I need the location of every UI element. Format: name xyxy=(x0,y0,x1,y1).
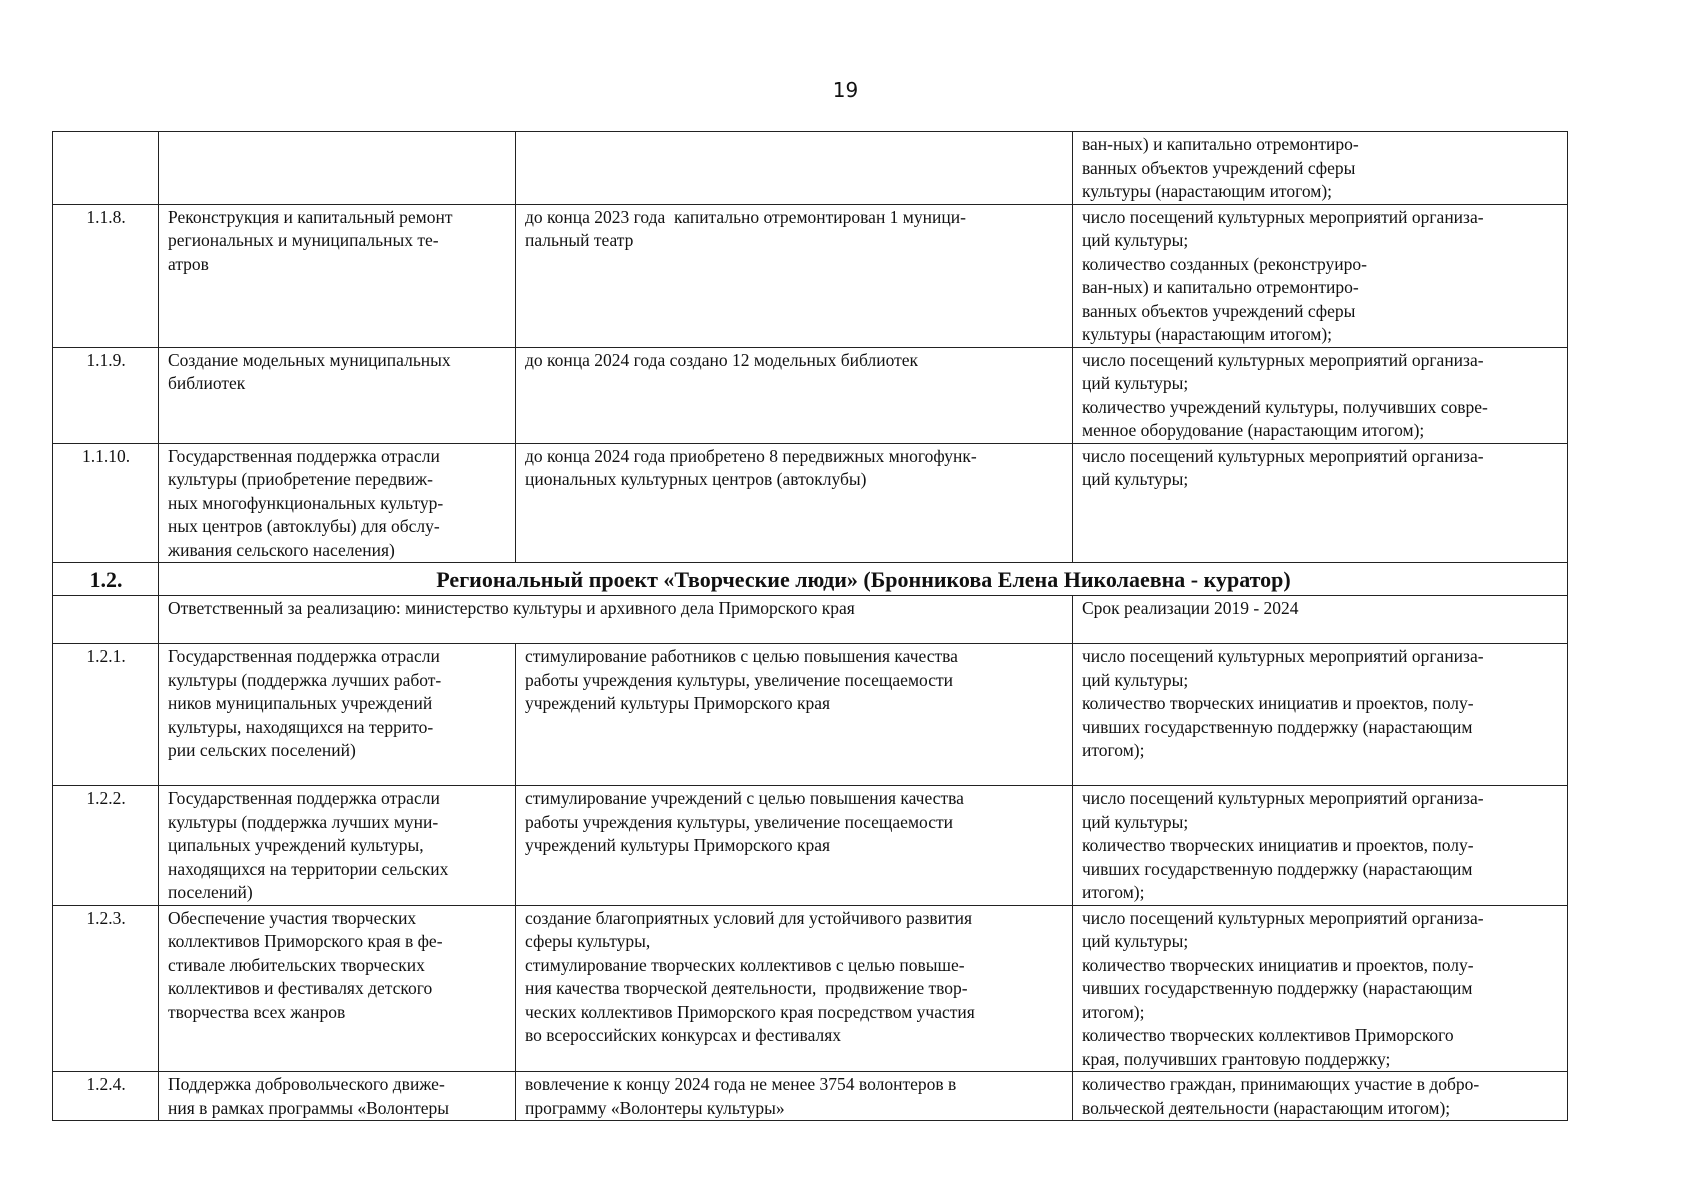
event-cell-line: творчества всех жанров xyxy=(168,1001,346,1022)
event-cell-line: находящихся на территории сельских xyxy=(168,858,449,879)
indicators-cell-line: ций культуры; xyxy=(1082,811,1189,832)
event-cell xyxy=(159,204,516,347)
result-cell-line: до конца 2024 года создано 12 модельных библиотек xyxy=(525,349,919,370)
indicators-cell-line: вольческой деятельности (нарастающим итогом); xyxy=(1082,1097,1451,1118)
event-cell xyxy=(159,1072,516,1121)
indicators-cell-line: культуры (нарастающим итогом); xyxy=(1082,324,1333,344)
event-cell xyxy=(159,905,516,1072)
result-cell xyxy=(516,347,1073,443)
result-cell-line: до конца 2024 года приобретено 8 передвижных многофунк- xyxy=(525,445,977,466)
result-cell-line: стимулирование работников с целью повышения качества xyxy=(525,646,958,666)
result-cell-line: вовлечение к концу 2024 года не менее 3754 волонтеров в xyxy=(525,1074,957,1094)
project-title: Региональный проект «Творческие люди» (Бронникова Елена Николаевна - куратор) xyxy=(159,563,1568,596)
indicators-cell-line: края, получивших грантовую поддержку; xyxy=(1082,1048,1391,1069)
project-info-row xyxy=(53,596,1568,644)
indicators-cell-line: ванных объектов учреждений сферы xyxy=(1082,157,1356,178)
indicators-cell-line: чивших государственную поддержку (нарастающим xyxy=(1082,716,1473,737)
result-cell xyxy=(516,443,1073,563)
indicators-cell xyxy=(1073,786,1568,906)
indicators-cell-line: количество творческих инициатив и проектов, полу- xyxy=(1082,954,1474,975)
event-cell-line: коллективов Приморского края в фе- xyxy=(168,931,443,951)
event-cell-line: Создание модельных муниципальных xyxy=(168,349,451,370)
event-cell-line: библиотек xyxy=(168,373,246,393)
event-cell-line: Поддержка добровольческого движе- xyxy=(168,1074,445,1094)
indicators-cell xyxy=(1073,1072,1568,1121)
result-cell xyxy=(516,132,1073,205)
table-row xyxy=(53,1072,1568,1121)
indicators-cell-line: ций культуры; xyxy=(1082,931,1189,951)
row-number: 1.2.2. xyxy=(53,786,159,906)
event-cell-line: культуры, находящихся на террито- xyxy=(168,716,434,737)
result-cell xyxy=(516,786,1073,906)
indicators-cell-line: количество творческих коллективов Приморского xyxy=(1082,1025,1454,1045)
indicators-cell xyxy=(1073,644,1568,786)
table-row xyxy=(53,443,1568,563)
result-cell-line: во всероссийских конкурсах и фестивалях xyxy=(525,1025,842,1045)
row-number: 1.2.1. xyxy=(53,644,159,786)
indicators-cell-line: ций культуры; xyxy=(1082,669,1189,690)
event-cell-line: культуры (поддержка лучших работ- xyxy=(168,669,442,690)
indicators-cell-line: чивших государственную поддержку (нарастающим xyxy=(1082,858,1473,879)
result-cell-line: сферы культуры, xyxy=(525,931,651,951)
event-cell-line: ных центров (автоклубы) для обслу- xyxy=(168,516,440,536)
event-cell-line: культуры (поддержка лучших муни- xyxy=(168,811,439,832)
indicators-cell xyxy=(1073,443,1568,563)
result-cell-line: работы учреждения культуры, увеличение посещаемости xyxy=(525,669,953,690)
result-cell xyxy=(516,905,1073,1072)
event-cell-line: Государственная поддержка отрасли xyxy=(168,445,440,466)
event-cell-line: культуры (приобретение передвиж- xyxy=(168,469,433,489)
result-cell-line: циональных культурных центров (автоклубы) xyxy=(525,469,867,489)
row-number: 1.1.9. xyxy=(53,347,159,443)
event-cell-line: поселений) xyxy=(168,882,253,902)
result-cell-line: пальный театр xyxy=(525,230,634,250)
indicators-cell-line: количество граждан, принимающих участие в добро- xyxy=(1082,1074,1480,1094)
table-row xyxy=(53,204,1568,347)
indicators-cell-line: итогом); xyxy=(1082,740,1145,760)
table-row xyxy=(53,347,1568,443)
indicators-cell-line: число посещений культурных мероприятий организа- xyxy=(1082,445,1484,466)
page-number: 19 xyxy=(832,78,859,102)
indicators-cell-line: количество созданных (реконструиро- xyxy=(1082,253,1367,274)
result-cell-line: программу «Волонтеры культуры» xyxy=(525,1097,785,1118)
indicators-cell-line: ван-ных) и капитально отремонтиро- xyxy=(1082,134,1359,154)
indicators-cell xyxy=(1073,132,1568,205)
indicators-cell-line: ций культуры; xyxy=(1082,373,1189,393)
indicators-cell-line: итогом); xyxy=(1082,882,1145,902)
event-cell xyxy=(159,347,516,443)
result-cell-line: до конца 2023 года капитально отремонтирован 1 муници- xyxy=(525,206,966,227)
project-term: Срок реализации 2019 - 2024 xyxy=(1073,596,1568,644)
event-cell-line: ников муниципальных учреждений xyxy=(168,693,433,713)
result-cell-line: ческих коллективов Приморского края посредством участия xyxy=(525,1001,975,1022)
row-number xyxy=(53,132,159,205)
indicators-cell-line: количество учреждений культуры, получивших совре- xyxy=(1082,396,1488,417)
result-cell-line: стимулирование творческих коллективов с целью повыше- xyxy=(525,954,965,975)
event-cell-line: живания сельского населения) xyxy=(168,539,395,560)
indicators-cell-line: итогом); xyxy=(1082,1001,1145,1022)
indicators-cell-line: ций культуры; xyxy=(1082,230,1189,250)
indicators-cell-line: число посещений культурных мероприятий организа- xyxy=(1082,646,1484,666)
event-cell xyxy=(159,786,516,906)
indicators-cell-line: менное оборудование (нарастающим итогом); xyxy=(1082,420,1425,440)
indicators-cell-line: количество творческих инициатив и проектов, полу- xyxy=(1082,693,1474,713)
measures-table-body xyxy=(53,132,1568,1121)
indicators-cell-line: ван-ных) и капитально отремонтиро- xyxy=(1082,277,1359,297)
indicators-cell xyxy=(1073,347,1568,443)
event-cell-line: коллективов и фестивалях детского xyxy=(168,978,433,998)
result-cell-line: стимулирование учреждений с целью повышения качества xyxy=(525,788,964,808)
event-cell-line: Реконструкция и капитальный ремонт xyxy=(168,206,453,227)
table-row xyxy=(53,132,1568,205)
indicators-cell-line: ванных объектов учреждений сферы xyxy=(1082,300,1356,321)
event-cell-line: ния в рамках программы «Волонтеры xyxy=(168,1097,450,1118)
row-number: 1.1.8. xyxy=(53,204,159,347)
result-cell xyxy=(516,644,1073,786)
result-cell-line: учреждений культуры Приморского края xyxy=(525,835,831,855)
indicators-cell-line: ций культуры; xyxy=(1082,469,1189,489)
indicators-cell-line: число посещений культурных мероприятий организа- xyxy=(1082,788,1484,808)
indicators-cell-line: число посещений культурных мероприятий организа- xyxy=(1082,349,1484,370)
row-number: 1.1.10. xyxy=(53,443,159,563)
event-cell xyxy=(159,644,516,786)
event-cell-line: Государственная поддержка отрасли xyxy=(168,788,440,808)
event-cell-line: Государственная поддержка отрасли xyxy=(168,646,440,666)
table-row xyxy=(53,644,1568,786)
measures-table xyxy=(52,131,1568,1121)
indicators-cell-line: число посещений культурных мероприятий организа- xyxy=(1082,907,1484,928)
project-header-row xyxy=(53,563,1568,596)
table-row xyxy=(53,905,1568,1072)
project-number: 1.2. xyxy=(53,563,159,596)
event-cell xyxy=(159,443,516,563)
row-number: 1.2.4. xyxy=(53,1072,159,1121)
indicators-cell-line: число посещений культурных мероприятий организа- xyxy=(1082,206,1484,227)
event-cell-line: рии сельских поселений) xyxy=(168,740,356,760)
indicators-cell-line: количество творческих инициатив и проектов, полу- xyxy=(1082,835,1474,855)
empty-cell xyxy=(53,596,159,644)
result-cell-line: создание благоприятных условий для устойчивого развития xyxy=(525,907,973,928)
indicators-cell xyxy=(1073,905,1568,1072)
event-cell-line: ципальных учреждений культуры, xyxy=(168,835,424,855)
project-responsible: Ответственный за реализацию: министерство культуры и архивного дела Приморского края xyxy=(159,596,1073,644)
result-cell-line: ния качества творческой деятельности, продвижение твор- xyxy=(525,978,968,998)
row-number: 1.2.3. xyxy=(53,905,159,1072)
event-cell-line: Обеспечение участия творческих xyxy=(168,907,417,928)
event-cell-line: атров xyxy=(168,253,209,274)
indicators-cell-line: культуры (нарастающим итогом); xyxy=(1082,181,1333,201)
event-cell-line: ных многофункциональных культур- xyxy=(168,492,444,513)
event-cell xyxy=(159,132,516,205)
event-cell-line: региональных и муниципальных те- xyxy=(168,230,439,250)
result-cell xyxy=(516,204,1073,347)
indicators-cell xyxy=(1073,204,1568,347)
result-cell-line: работы учреждения культуры, увеличение посещаемости xyxy=(525,811,953,832)
indicators-cell-line: чивших государственную поддержку (нарастающим xyxy=(1082,978,1473,998)
table-row xyxy=(53,786,1568,906)
event-cell-line: стивале любительских творческих xyxy=(168,954,425,975)
result-cell xyxy=(516,1072,1073,1121)
result-cell-line: учреждений культуры Приморского края xyxy=(525,693,831,713)
